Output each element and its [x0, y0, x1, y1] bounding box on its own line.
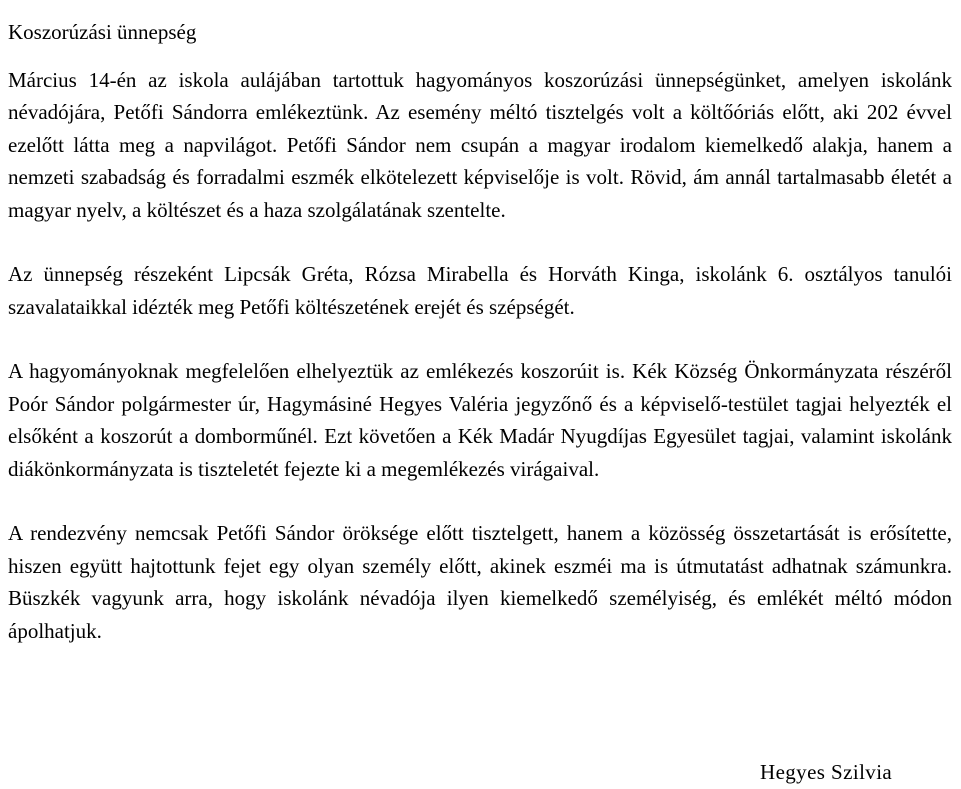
document-body	[8, 16, 952, 679]
paragraph-intro: Március 14-én az iskola aulájában tartottuk hagyományos koszorúzási ünnepségünket, amelyen iskolánk névadójára, Petőfi Sándorra emlékeztünk. Az esemény méltó tisztelgés volt a költőóriás előtt, aki 202 évvel ezelőtt látta meg a napvilágot. Petőfi Sándor nem csupán a magyar irodalom kiemelkedő alakja, hanem a nemzeti szabadság és forradalmi eszmék elkötelezett képviselője is volt. Rövid, ám annál tartalmasabb életét a magyar nyelv, a költészet és a haza szolgálatának szentelte.	[8, 67, 952, 222]
page-title: Koszorúzási ünnepség	[8, 20, 197, 44]
paragraph-recitations: Az ünnepség részeként Lipcsák Gréta, Rózsa Mirabella és Horváth Kinga, iskolánk 6. osztályos tanulói szavalataikkal idézték meg Petőfi költészetének erejét és szépségét.	[8, 262, 952, 319]
paragraph-wreaths: A hagyományoknak megfelelően elhelyeztük az emlékezés koszorúit is. Kék Község Önkormányzata részéről Poór Sándor polgármester úr, Hagymásiné Hegyes Valéria jegyzőnő és a képviselő-testület tagjai helyezték el elsőként a koszorút a domborműnél. Ezt követően a Kék Madár Nyugdíjas Egyesület tagjai, valamint iskolánk diákönkormányzata is tiszteletét fejezte ki a megemlékezés virágaival.	[8, 359, 952, 481]
author-signature: Hegyes Szilvia	[760, 760, 893, 784]
paragraph-closing: A rendezvény nemcsak Petőfi Sándor öröksége előtt tisztelgett, hanem a közösség összetartását is erősítette, hiszen együtt hajtottunk fejet egy olyan személy előtt, akinek eszméi ma is útmutatást adhatnak számunkra. Büszkék vagyunk arra, hogy iskolánk névadója ilyen kiemelkedő személyiség, és emlékét méltó módon ápolhatjuk.	[8, 521, 952, 643]
